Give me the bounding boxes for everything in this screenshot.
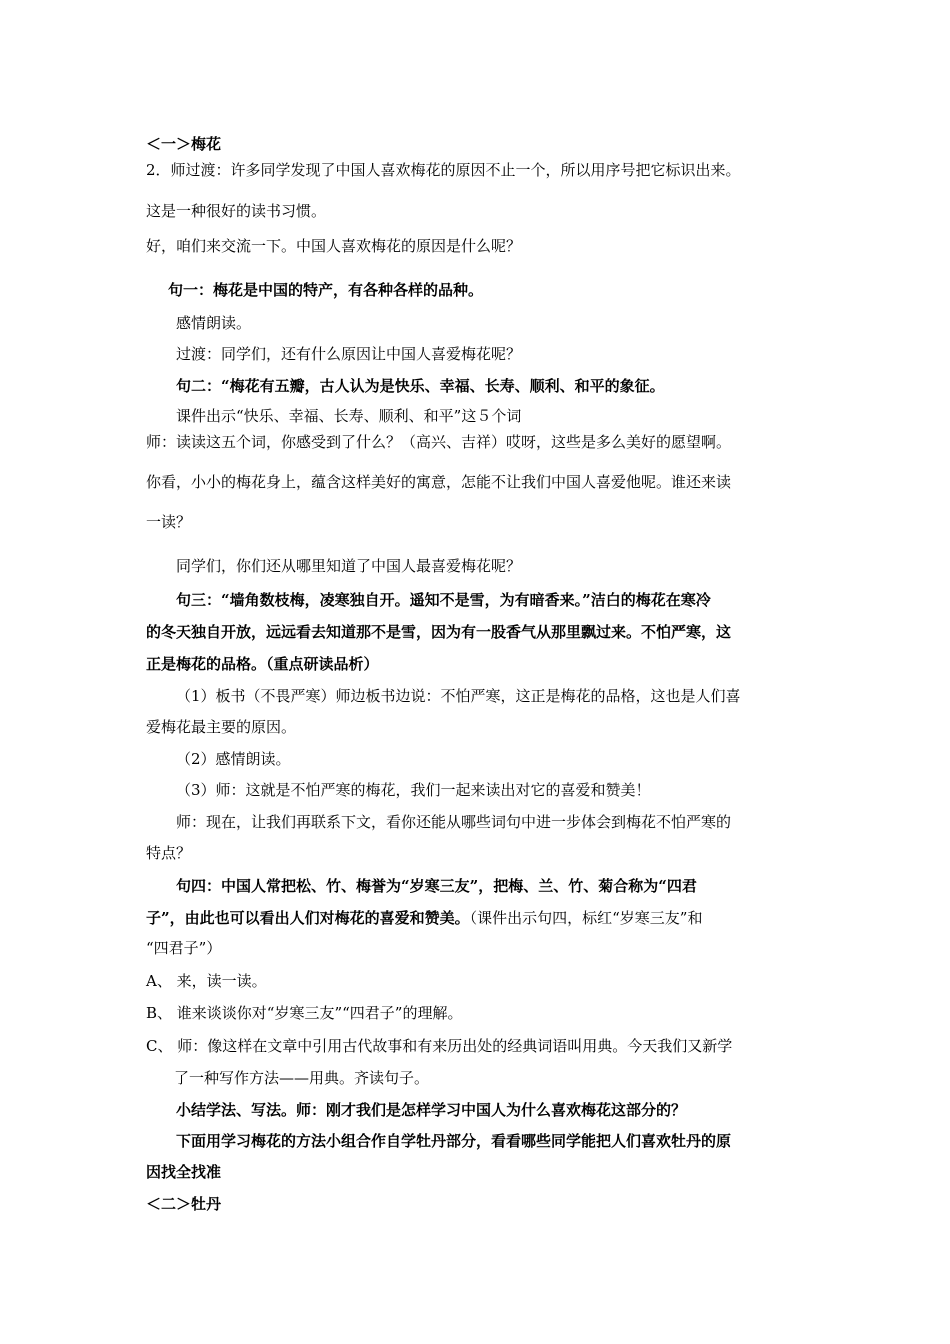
text-line: 感情朗读。 <box>176 314 252 332</box>
sentence-three-cont: 的冬天独自开放，远远看去知道那不是雪，因为有一股香气从那里飘过来。不怕严寒，这 <box>146 623 732 641</box>
peony-instruction: 下面用学习梅花的方法小组合作自学牡丹部分，看看哪些同学能把人们喜欢牡丹的原 <box>176 1132 732 1150</box>
text-line: 你看，小小的梅花身上，蕴含这样美好的寓意，怎能不让我们中国人喜爱他呢。谁还来读 <box>146 473 732 491</box>
text-line: （2）感情朗读。 <box>176 750 291 768</box>
text-line: 2．师过渡：许多同学发现了中国人喜欢梅花的原因不止一个，所以用序号把它标识出来。 <box>146 161 741 179</box>
list-item-c-cont: 了一种写作方法——用典。齐读句子。 <box>174 1069 430 1087</box>
list-item-a: A、 来，读一读。 <box>146 972 267 990</box>
courseware-note: （课件出示句四，标红“岁寒三友”和 <box>469 909 703 927</box>
text-line: 课件出示“快乐、幸福、长寿、顺利、和平”这５个词 <box>176 407 522 425</box>
text-line: 好，咱们来交流一下。中国人喜欢梅花的原因是什么呢？ <box>146 237 522 255</box>
text-line: 师：读读这五个词，你感受到了什么？（高兴、吉祥）哎呀，这些是多么美好的愿望啊。 <box>146 433 732 451</box>
summary-line: 小结学法、写法。师：刚才我们是怎样学习中国人为什么喜欢梅花这部分的？ <box>176 1101 687 1119</box>
text-line: 这是一种很好的读书习惯。 <box>146 202 327 220</box>
list-item-b: B、 谁来谈谈你对“岁寒三友”“四君子”的理解。 <box>146 1004 463 1022</box>
text-line: （3）师：这就是不怕严寒的梅花，我们一起来读出对它的喜爱和赞美！ <box>176 781 651 799</box>
text-line: 同学们，你们还从哪里知道了中国人最喜爱梅花呢？ <box>176 557 522 575</box>
sentence-one: 句一：梅花是中国的特产，有各种各样的品种。 <box>168 281 484 299</box>
text-line: 过渡：同学们，还有什么原因让中国人喜爱梅花呢？ <box>176 345 522 363</box>
sentence-three: 句三：“墙角数枝梅，凌寒独自开。遥知不是雪，为有暗香来。”洁白的梅花在寒冷 <box>176 591 711 609</box>
list-item-c: C、 师：像这样在文章中引用古代故事和有来历出处的经典词语叫用典。今天我们又新学 <box>146 1037 733 1055</box>
text-line: 特点？ <box>146 844 192 862</box>
text-line: （1）板书（不畏严寒）师边板书边说：不怕严寒，这正是梅花的品格，这也是人们喜 <box>176 687 741 705</box>
sentence-four-cont <box>146 908 702 928</box>
section-heading-peony: ＜二＞牡丹 <box>146 1195 222 1213</box>
sentence-four-text: 子”，由此也可以看出人们对梅花的喜爱和赞美。 <box>146 909 470 927</box>
text-line: 师：现在，让我们再联系下文，看你还能从哪些词句中进一步体会到梅花不怕严寒的 <box>176 813 732 831</box>
sentence-two: 句二：“梅花有五瓣，古人认为是快乐、幸福、长寿、顺利、和平的象征。 <box>176 377 665 395</box>
sentence-four: 句四：中国人常把松、竹、梅誉为“岁寒三友”，把梅、兰、竹、菊合称为“四君 <box>176 877 697 895</box>
sentence-three-cont: 正是梅花的品格。（重点研读品析） <box>146 655 379 673</box>
peony-instruction-cont: 因找全找准 <box>146 1163 222 1181</box>
section-heading-plum: ＜一＞梅花 <box>146 135 222 153</box>
text-line: 爱梅花最主要的原因。 <box>146 718 297 736</box>
text-line: 一读？ <box>146 513 192 531</box>
text-line: “四君子”） <box>146 939 222 957</box>
